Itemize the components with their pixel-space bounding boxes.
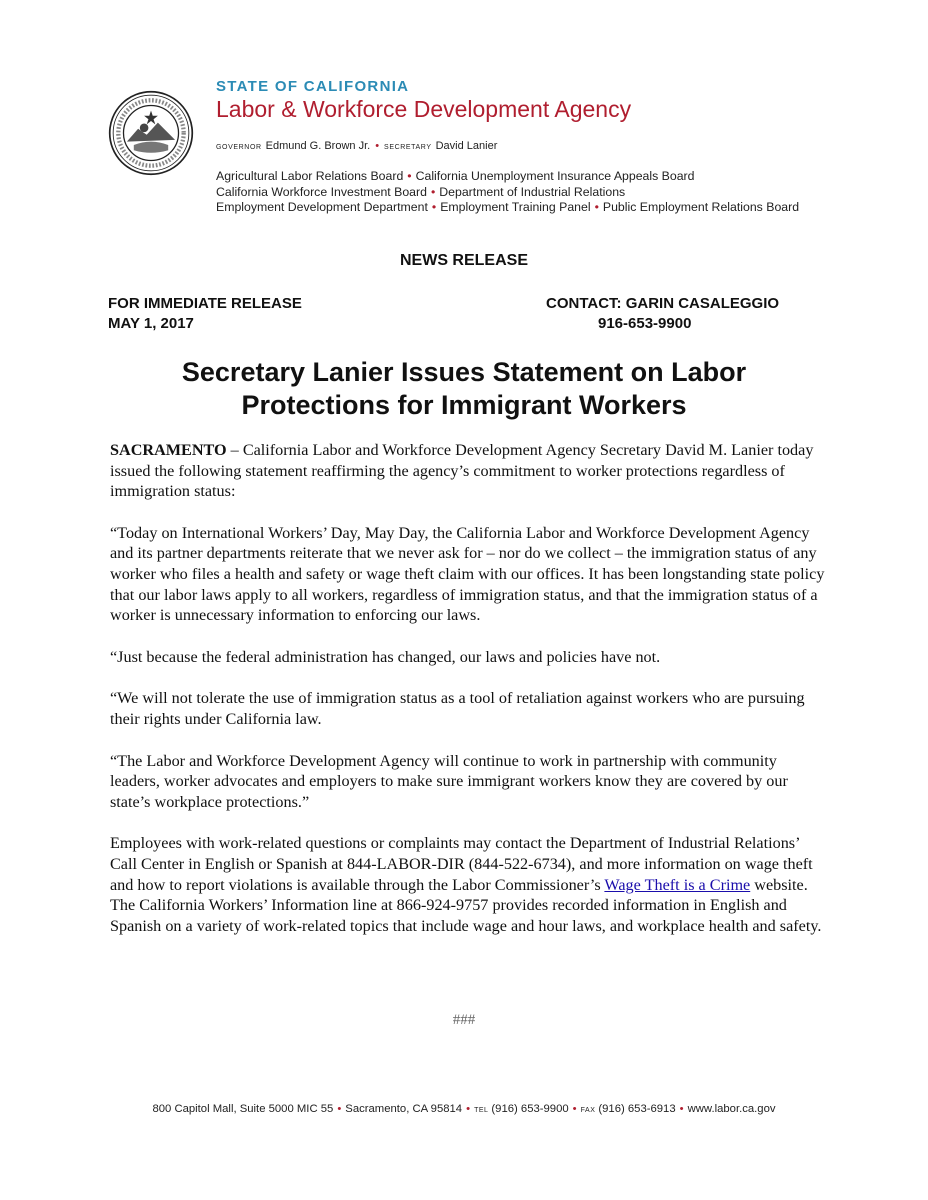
- paragraph: “Today on International Workers’ Day, May Day, the California Labor and Workforce Development Agency and its partner departments reiterate that we never ask for – nor do we collect – the immigration status of any worker who files a health and safety or wage theft claim with our offices. It has been longstanding state policy that our labor laws apply to all workers, regardless of immigration status, and that the immigration status of a worker is unnecessary information to enforcing our laws.: [110, 523, 825, 625]
- officials-line: [216, 140, 497, 152]
- department-item: Public Employment Relations Board: [602, 200, 800, 214]
- paragraph: “Just because the federal administration has changed, our laws and policies have not.: [110, 647, 661, 666]
- department-item: California Unemployment Insurance Appeals Board: [415, 169, 695, 183]
- department-item: Agricultural Labor Relations Board: [216, 169, 404, 183]
- paragraph-text: website. The California Workers’ Information line at 866-924-9757 provides recorded information in English and Spanish on a variety of work-related topics that include wage and hour laws, and workplace health and safety.: [110, 875, 822, 935]
- tel-label: TEL: [474, 1107, 489, 1114]
- secretary-name: David Lanier: [435, 140, 498, 152]
- fax-label: FAX: [580, 1107, 596, 1114]
- contact-phone: 916-653-9900: [598, 315, 692, 332]
- footer-city: Sacramento, CA 95814: [345, 1103, 463, 1115]
- footer-fax: (916) 653-6913: [598, 1103, 676, 1115]
- release-meta-right: [546, 294, 779, 334]
- department-item: Employment Training Panel: [440, 200, 591, 214]
- bullet-icon: •: [430, 184, 436, 199]
- bullet-icon: •: [431, 200, 437, 214]
- end-mark: ###: [452, 1012, 476, 1028]
- state-seal-icon: [108, 90, 194, 176]
- bullet-icon: •: [594, 200, 599, 214]
- bullet-icon: •: [337, 1103, 342, 1115]
- state-name: STATE OF CALIFORNIA: [216, 78, 410, 95]
- paragraph: [110, 440, 826, 502]
- departments-list: [216, 169, 799, 216]
- paragraph-text: – California Labor and Workforce Development Agency Secretary David M. Lanier today issued the following statement reaffirming the agency’s commitment to worker protections regardless of immigration status:: [110, 441, 814, 501]
- dateline: SACRAMENTO: [110, 441, 227, 459]
- wage-theft-link[interactable]: Wage Theft is a Crime: [604, 875, 751, 894]
- paragraph: “The Labor and Workforce Development Agency will continue to work in partnership with community leaders, worker advocates and employers to make sure immigrant workers know they are covered by our state’s workplace protections.”: [110, 751, 788, 811]
- news-release-label: NEWS RELEASE: [399, 252, 528, 269]
- department-item: California Workforce Investment Board: [216, 184, 427, 199]
- department-item: Department of Industrial Relations: [439, 184, 626, 199]
- paragraph: “We will not tolerate the use of immigration status as a tool of retaliation against workers who are pursuing their rights under California law.: [110, 689, 805, 728]
- department-item: Employment Development Department: [216, 200, 428, 214]
- release-date: MAY 1, 2017: [108, 315, 194, 332]
- bullet-icon: •: [375, 140, 380, 152]
- bullet-icon: •: [466, 1103, 471, 1115]
- secretary-label: SECRETARY: [384, 144, 432, 151]
- footer-tel: (916) 653-9900: [491, 1103, 569, 1115]
- bullet-icon: •: [572, 1103, 577, 1115]
- contact-name: CONTACT: GARIN CASALEGGIO: [546, 295, 780, 312]
- footer-website[interactable]: www.labor.ca.gov: [687, 1103, 776, 1115]
- release-immediacy: FOR IMMEDIATE RELEASE: [108, 295, 302, 312]
- footer: [0, 1103, 928, 1115]
- headline: [0, 356, 928, 422]
- release-meta-left: [108, 294, 302, 334]
- bullet-icon: •: [679, 1103, 684, 1115]
- governor-name: Edmund G. Brown Jr.: [265, 140, 371, 152]
- headline-line-2: Protections for Immigrant Workers: [241, 390, 687, 420]
- bullet-icon: •: [407, 169, 412, 183]
- headline-line-1: Secretary Lanier Issues Statement on Labor: [181, 357, 747, 387]
- governor-label: GOVERNOR: [216, 144, 262, 151]
- agency-name: Labor & Workforce Development Agency: [216, 96, 632, 122]
- paragraph-text: Employees with work-related questions or complaints may contact the Department of Industrial Relations’ Call Center in English or Spanish at 844-LABOR-DIR (844-522-6734), and more information on wage theft and how to report violations is available through the Labor Commissioner’s: [110, 834, 813, 894]
- release-body: [110, 440, 826, 957]
- footer-address: 800 Capitol Mall, Suite 5000 MIC 55: [152, 1103, 334, 1115]
- paragraph: [110, 833, 826, 936]
